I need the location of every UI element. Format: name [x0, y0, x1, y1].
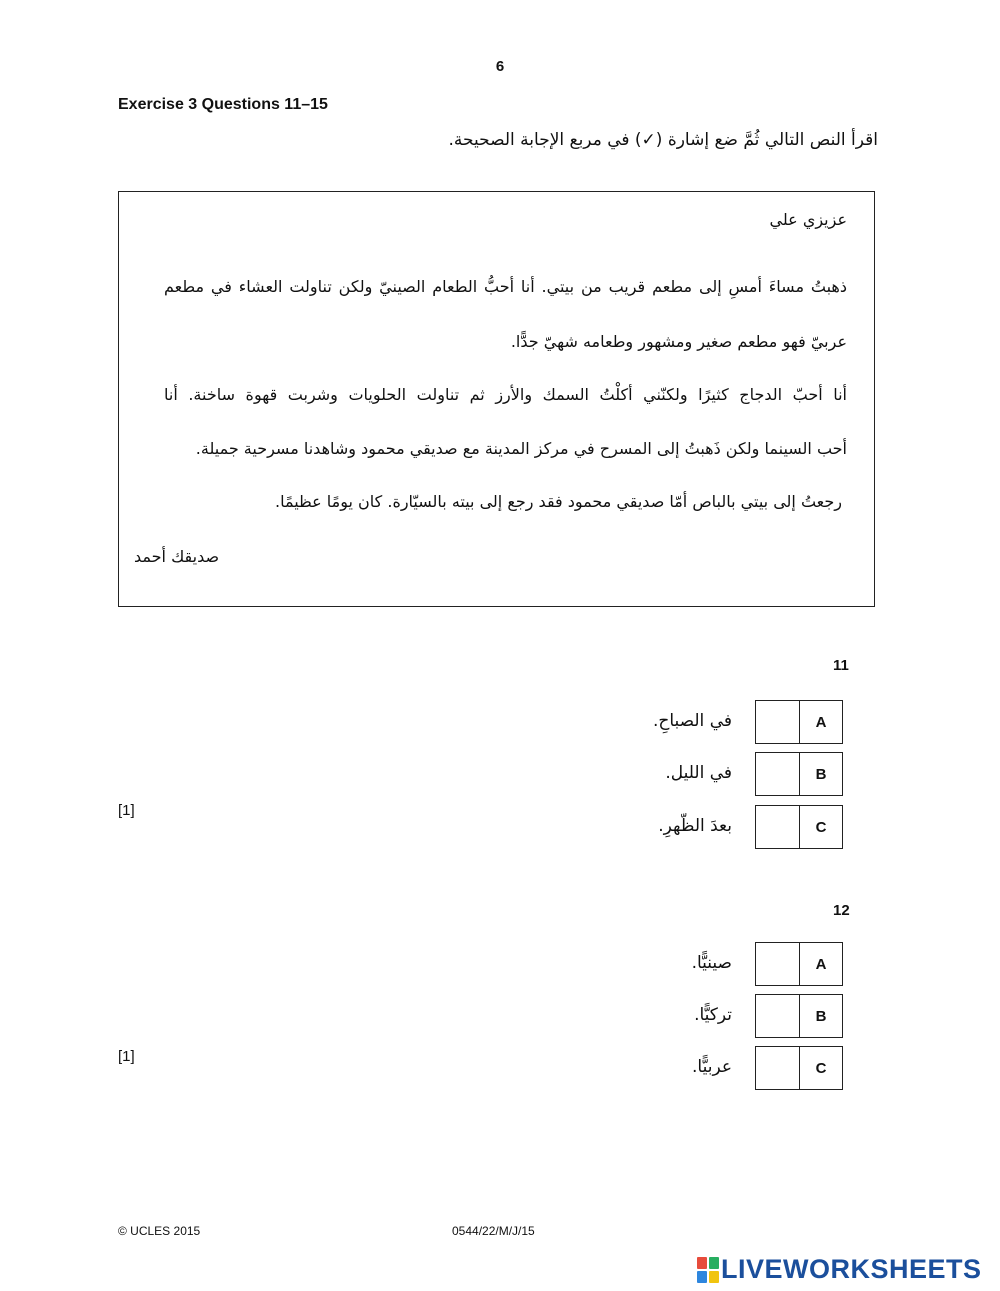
- logo-square-yellow: [709, 1271, 719, 1283]
- logo-square-green: [709, 1257, 719, 1269]
- option-text: تركيًّا.: [694, 1005, 732, 1025]
- answer-checkbox-a[interactable]: [755, 700, 800, 744]
- letter-line-4: أحب السينما ولكن ذَهبتُ إلى المسرح في مركز المدينة مع صديقي محمود وشاهدنا مسرحية جميلة.: [195, 439, 847, 458]
- letter-greeting: عزيزي علي: [769, 210, 847, 229]
- letter-line-3: أنا أحبّ الدجاج كثيرًا ولكنّني أكلْتُ السمك والأرز ثم تناولت الحلويات وشربت قهوة ساخنة. أنا: [164, 385, 847, 404]
- logo-square-blue: [697, 1271, 707, 1283]
- liveworksheets-logo[interactable]: [697, 1254, 982, 1285]
- copyright-text: © UCLES 2015: [118, 1224, 201, 1238]
- option-row-b: [0, 752, 1000, 796]
- option-letter: C: [799, 1046, 843, 1090]
- mark-allocation: [1]: [118, 802, 135, 819]
- instruction-text: اقرأ النص التالي ثُمَّ ضع إشارة (✓) في مربع الإجابة الصحيحة.: [448, 130, 878, 150]
- option-letter: B: [799, 994, 843, 1038]
- option-letter: A: [799, 700, 843, 744]
- option-text: بعدَ الظّهرِ.: [658, 816, 732, 836]
- logo-square-red: [697, 1257, 707, 1269]
- paper-code: 0544/22/M/J/15: [452, 1224, 535, 1238]
- option-letter: C: [799, 805, 843, 849]
- liveworksheets-logo-text: LIVEWORKSHEETS: [721, 1254, 982, 1284]
- option-row-b: [0, 994, 1000, 1038]
- mark-allocation: [1]: [118, 1048, 135, 1065]
- exercise-title: Exercise 3 Questions 11–15: [118, 96, 328, 113]
- option-row-a: [0, 942, 1000, 986]
- answer-checkbox-b[interactable]: [755, 994, 800, 1038]
- option-text: صينيًّا.: [691, 953, 732, 973]
- letter-line-5: رجعتُ إلى بيتي بالباص أمّا صديقي محمود فقد رجع إلى بيته بالسيّارة. كان يومًا عظيمًا.: [274, 492, 842, 511]
- option-text: في الليل.: [665, 763, 732, 783]
- reading-passage-box: [118, 191, 875, 607]
- question-number: 12: [833, 902, 850, 919]
- option-row-c: [0, 1046, 1000, 1090]
- option-letter: A: [799, 942, 843, 986]
- option-row-c: [0, 805, 1000, 849]
- answer-checkbox-a[interactable]: [755, 942, 800, 986]
- option-letter: B: [799, 752, 843, 796]
- answer-checkbox-b[interactable]: [755, 752, 800, 796]
- liveworksheets-logo-icon: [697, 1257, 719, 1283]
- option-text: في الصباحِ.: [652, 711, 732, 731]
- question-number: 11: [833, 657, 849, 674]
- page-number: 6: [495, 58, 505, 75]
- option-row-a: [0, 700, 1000, 744]
- letter-line-1: ذهبتُ مساءَ أمسِ إلى مطعم قريب من بيتي. أنا أحبُّ الطعام الصينيّ ولكن تناولت العشاء في مطعم: [164, 277, 847, 296]
- letter-line-2: عربيّ فهو مطعم صغير ومشهور وطعامه شهيّ جدًّا.: [510, 332, 847, 351]
- letter-signature: صديقك أحمد: [134, 547, 220, 566]
- option-text: عربيًّا.: [692, 1057, 732, 1077]
- answer-checkbox-c[interactable]: [755, 1046, 800, 1090]
- answer-checkbox-c[interactable]: [755, 805, 800, 849]
